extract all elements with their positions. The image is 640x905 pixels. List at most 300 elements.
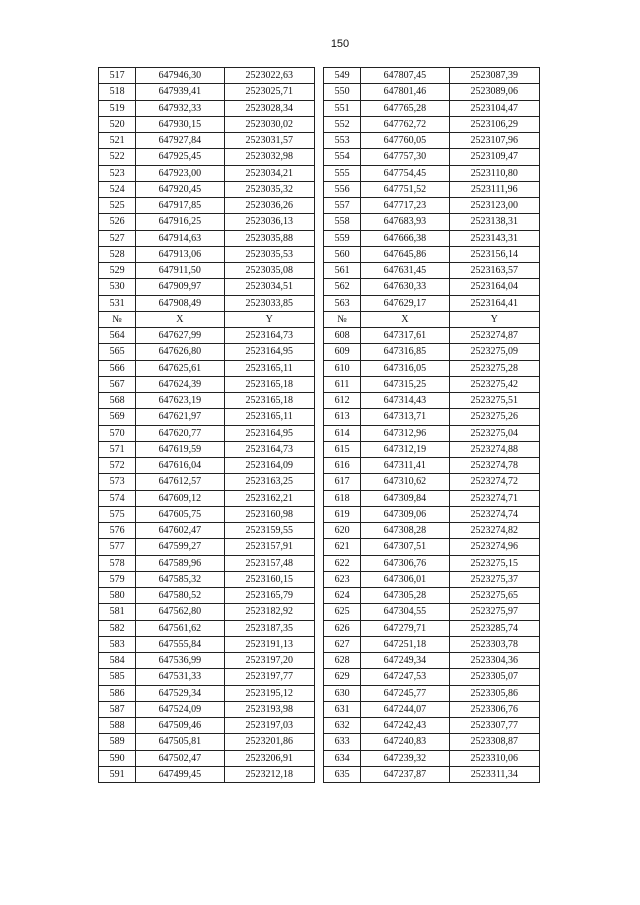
right-point-x: 647801,46	[361, 84, 449, 100]
column-header-number: №	[323, 311, 360, 327]
right-point-number: 612	[323, 393, 360, 409]
table-row	[99, 376, 540, 392]
left-point-x: 647946,30	[136, 68, 224, 84]
right-point-number: 616	[323, 458, 360, 474]
right-point-y: 2523087,39	[449, 68, 539, 84]
column-gap	[314, 198, 323, 214]
right-point-x: 647757,30	[361, 149, 449, 165]
column-gap	[314, 165, 323, 181]
column-gap	[314, 376, 323, 392]
left-point-number: 588	[99, 718, 136, 734]
right-point-x: 647630,33	[361, 279, 449, 295]
right-point-x: 647242,43	[361, 718, 449, 734]
left-point-y: 2523164,95	[224, 344, 314, 360]
column-gap	[314, 555, 323, 571]
right-point-x: 647314,43	[361, 393, 449, 409]
table-row	[99, 441, 540, 457]
left-point-number: 528	[99, 246, 136, 262]
left-point-y: 2523035,53	[224, 246, 314, 262]
right-point-x: 647645,86	[361, 246, 449, 262]
column-header-x: X	[361, 311, 449, 327]
column-gap	[314, 149, 323, 165]
column-gap	[314, 311, 323, 327]
table-row	[99, 539, 540, 555]
left-point-y: 2523164,73	[224, 441, 314, 457]
right-point-number: 554	[323, 149, 360, 165]
right-point-number: 619	[323, 506, 360, 522]
left-point-x: 647580,52	[136, 588, 224, 604]
left-point-number: 582	[99, 620, 136, 636]
table-row	[99, 555, 540, 571]
left-point-x: 647524,09	[136, 701, 224, 717]
right-point-number: 629	[323, 669, 360, 685]
left-point-y: 2523032,98	[224, 149, 314, 165]
column-gap	[314, 490, 323, 506]
right-point-x: 647237,87	[361, 766, 449, 782]
left-point-y: 2523197,20	[224, 653, 314, 669]
column-gap	[314, 116, 323, 132]
left-point-x: 647911,50	[136, 263, 224, 279]
right-point-y: 2523311,34	[449, 766, 539, 782]
right-point-x: 647309,84	[361, 490, 449, 506]
right-point-number: 551	[323, 100, 360, 116]
right-point-x: 647629,17	[361, 295, 449, 311]
left-point-x: 647913,06	[136, 246, 224, 262]
left-point-x: 647939,41	[136, 84, 224, 100]
table-row	[99, 68, 540, 84]
left-point-y: 2523036,26	[224, 198, 314, 214]
right-point-number: 625	[323, 604, 360, 620]
left-point-y: 2523030,02	[224, 116, 314, 132]
right-point-number: 623	[323, 571, 360, 587]
left-point-x: 647619,59	[136, 441, 224, 457]
right-point-x: 647666,38	[361, 230, 449, 246]
column-gap	[314, 588, 323, 604]
right-point-number: 561	[323, 263, 360, 279]
right-point-x: 647308,28	[361, 523, 449, 539]
left-point-number: 566	[99, 360, 136, 376]
right-point-number: 620	[323, 523, 360, 539]
right-point-y: 2523110,80	[449, 165, 539, 181]
left-point-x: 647616,04	[136, 458, 224, 474]
left-point-number: 583	[99, 636, 136, 652]
left-point-y: 2523034,51	[224, 279, 314, 295]
right-point-number: 621	[323, 539, 360, 555]
right-point-y: 2523164,04	[449, 279, 539, 295]
left-point-x: 647509,46	[136, 718, 224, 734]
left-point-number: 587	[99, 701, 136, 717]
table-row	[99, 636, 540, 652]
right-point-y: 2523307,77	[449, 718, 539, 734]
left-point-number: 573	[99, 474, 136, 490]
left-point-y: 2523035,32	[224, 181, 314, 197]
right-point-x: 647310,62	[361, 474, 449, 490]
right-point-y: 2523104,47	[449, 100, 539, 116]
right-point-number: 560	[323, 246, 360, 262]
left-point-number: 570	[99, 425, 136, 441]
column-gap	[314, 214, 323, 230]
right-point-number: 552	[323, 116, 360, 132]
column-gap	[314, 718, 323, 734]
right-point-x: 647313,71	[361, 409, 449, 425]
table-row	[99, 133, 540, 149]
left-point-number: 579	[99, 571, 136, 587]
right-point-y: 2523156,14	[449, 246, 539, 262]
column-gap	[314, 701, 323, 717]
coordinates-top-section	[99, 68, 540, 312]
left-point-y: 2523031,57	[224, 133, 314, 149]
left-point-x: 647499,45	[136, 766, 224, 782]
column-header-x: X	[136, 311, 224, 327]
right-point-y: 2523111,96	[449, 181, 539, 197]
column-gap	[314, 539, 323, 555]
right-point-y: 2523310,06	[449, 750, 539, 766]
right-point-x: 647717,23	[361, 198, 449, 214]
column-gap	[314, 458, 323, 474]
right-point-y: 2523089,06	[449, 84, 539, 100]
table-row	[99, 669, 540, 685]
right-point-number: 559	[323, 230, 360, 246]
column-gap	[314, 620, 323, 636]
left-point-x: 647908,49	[136, 295, 224, 311]
column-gap	[314, 393, 323, 409]
table-row	[99, 490, 540, 506]
column-gap	[314, 636, 323, 652]
left-point-number: 529	[99, 263, 136, 279]
table-row	[99, 230, 540, 246]
left-point-y: 2523187,35	[224, 620, 314, 636]
right-point-x: 647316,85	[361, 344, 449, 360]
column-gap	[314, 100, 323, 116]
column-gap	[314, 360, 323, 376]
left-point-y: 2523160,98	[224, 506, 314, 522]
left-point-number: 574	[99, 490, 136, 506]
right-point-number: 624	[323, 588, 360, 604]
right-point-y: 2523275,42	[449, 376, 539, 392]
column-gap	[314, 230, 323, 246]
left-point-x: 647625,61	[136, 360, 224, 376]
left-point-number: 521	[99, 133, 136, 149]
left-point-number: 569	[99, 409, 136, 425]
left-point-y: 2523162,21	[224, 490, 314, 506]
right-point-y: 2523143,31	[449, 230, 539, 246]
left-point-number: 522	[99, 149, 136, 165]
left-point-number: 518	[99, 84, 136, 100]
column-gap	[314, 246, 323, 262]
right-point-number: 562	[323, 279, 360, 295]
coordinates-table	[98, 67, 540, 783]
left-point-x: 647605,75	[136, 506, 224, 522]
left-point-y: 2523159,55	[224, 523, 314, 539]
column-header-number: №	[99, 311, 136, 327]
table-row	[99, 701, 540, 717]
left-point-number: 530	[99, 279, 136, 295]
right-point-x: 647240,83	[361, 734, 449, 750]
left-point-number: 527	[99, 230, 136, 246]
left-point-number: 568	[99, 393, 136, 409]
right-point-x: 647762,72	[361, 116, 449, 132]
left-point-number: 578	[99, 555, 136, 571]
left-point-y: 2523034,21	[224, 165, 314, 181]
right-point-x: 647312,96	[361, 425, 449, 441]
left-point-y: 2523025,71	[224, 84, 314, 100]
table-row	[99, 588, 540, 604]
right-point-y: 2523274,71	[449, 490, 539, 506]
left-point-x: 647561,62	[136, 620, 224, 636]
column-gap	[314, 474, 323, 490]
left-point-x: 647620,77	[136, 425, 224, 441]
right-point-x: 647312,19	[361, 441, 449, 457]
left-point-number: 580	[99, 588, 136, 604]
table-row	[99, 523, 540, 539]
column-header-y: Y	[449, 311, 539, 327]
right-point-y: 2523303,78	[449, 636, 539, 652]
right-point-number: 635	[323, 766, 360, 782]
table-row	[99, 474, 540, 490]
right-point-number: 627	[323, 636, 360, 652]
right-point-x: 647683,93	[361, 214, 449, 230]
left-point-number: 585	[99, 669, 136, 685]
column-gap	[314, 604, 323, 620]
right-point-number: 622	[323, 555, 360, 571]
right-point-x: 647251,18	[361, 636, 449, 652]
left-point-number: 590	[99, 750, 136, 766]
right-point-y: 2523275,15	[449, 555, 539, 571]
left-point-x: 647585,32	[136, 571, 224, 587]
left-point-x: 647599,27	[136, 539, 224, 555]
column-gap	[314, 766, 323, 782]
right-point-number: 557	[323, 198, 360, 214]
right-point-y: 2523275,97	[449, 604, 539, 620]
left-point-y: 2523212,18	[224, 766, 314, 782]
right-point-y: 2523275,28	[449, 360, 539, 376]
table-row	[99, 360, 540, 376]
right-point-x: 647306,76	[361, 555, 449, 571]
right-point-number: 609	[323, 344, 360, 360]
table-row	[99, 328, 540, 344]
right-point-number: 617	[323, 474, 360, 490]
table-row	[99, 685, 540, 701]
left-point-y: 2523163,25	[224, 474, 314, 490]
table-row	[99, 181, 540, 197]
right-point-x: 647247,53	[361, 669, 449, 685]
right-point-x: 647754,45	[361, 165, 449, 181]
right-point-y: 2523308,87	[449, 734, 539, 750]
right-point-x: 647245,77	[361, 685, 449, 701]
left-point-y: 2523028,34	[224, 100, 314, 116]
right-point-y: 2523274,78	[449, 458, 539, 474]
left-point-y: 2523035,88	[224, 230, 314, 246]
right-point-x: 647249,34	[361, 653, 449, 669]
left-point-x: 647925,45	[136, 149, 224, 165]
table-row	[99, 100, 540, 116]
left-point-number: 571	[99, 441, 136, 457]
table-row	[99, 344, 540, 360]
left-point-x: 647932,33	[136, 100, 224, 116]
left-point-x: 647923,00	[136, 165, 224, 181]
column-gap	[314, 68, 323, 84]
left-point-x: 647589,96	[136, 555, 224, 571]
column-gap	[314, 263, 323, 279]
column-gap	[314, 409, 323, 425]
left-point-x: 647536,99	[136, 653, 224, 669]
left-point-y: 2523164,09	[224, 458, 314, 474]
right-point-number: 615	[323, 441, 360, 457]
right-point-y: 2523274,74	[449, 506, 539, 522]
table-row	[99, 409, 540, 425]
left-point-y: 2523206,91	[224, 750, 314, 766]
left-point-y: 2523165,11	[224, 360, 314, 376]
left-point-x: 647626,80	[136, 344, 224, 360]
left-point-y: 2523033,85	[224, 295, 314, 311]
right-point-number: 613	[323, 409, 360, 425]
right-point-x: 647304,55	[361, 604, 449, 620]
column-gap	[314, 441, 323, 457]
right-point-number: 563	[323, 295, 360, 311]
right-point-number: 634	[323, 750, 360, 766]
left-point-x: 647917,85	[136, 198, 224, 214]
left-point-number: 567	[99, 376, 136, 392]
left-point-y: 2523022,63	[224, 68, 314, 84]
right-point-number: 618	[323, 490, 360, 506]
left-point-x: 647502,47	[136, 750, 224, 766]
right-point-x: 647316,05	[361, 360, 449, 376]
left-point-number: 519	[99, 100, 136, 116]
left-point-y: 2523165,18	[224, 376, 314, 392]
left-point-x: 647505,81	[136, 734, 224, 750]
right-point-x: 647239,32	[361, 750, 449, 766]
table-row	[99, 734, 540, 750]
left-point-number: 520	[99, 116, 136, 132]
left-point-number: 577	[99, 539, 136, 555]
table-row	[99, 458, 540, 474]
left-point-number: 526	[99, 214, 136, 230]
left-point-y: 2523035,08	[224, 263, 314, 279]
right-point-y: 2523275,65	[449, 588, 539, 604]
right-point-number: 631	[323, 701, 360, 717]
column-gap	[314, 506, 323, 522]
right-point-number: 555	[323, 165, 360, 181]
table-row	[99, 718, 540, 734]
left-point-number: 589	[99, 734, 136, 750]
table-row	[99, 750, 540, 766]
right-point-y: 2523274,72	[449, 474, 539, 490]
left-point-number: 581	[99, 604, 136, 620]
table-row	[99, 214, 540, 230]
right-point-number: 630	[323, 685, 360, 701]
left-point-number: 524	[99, 181, 136, 197]
right-point-y: 2523274,82	[449, 523, 539, 539]
column-gap	[314, 84, 323, 100]
column-gap	[314, 669, 323, 685]
column-gap	[314, 344, 323, 360]
right-point-x: 647244,07	[361, 701, 449, 717]
table-row	[99, 620, 540, 636]
right-point-y: 2523275,04	[449, 425, 539, 441]
table-row	[99, 604, 540, 620]
right-point-y: 2523106,29	[449, 116, 539, 132]
left-point-y: 2523191,13	[224, 636, 314, 652]
left-point-x: 647602,47	[136, 523, 224, 539]
left-point-y: 2523197,77	[224, 669, 314, 685]
left-point-x: 647555,84	[136, 636, 224, 652]
right-point-x: 647807,45	[361, 68, 449, 84]
left-point-x: 647529,34	[136, 685, 224, 701]
column-gap	[314, 328, 323, 344]
left-point-y: 2523182,92	[224, 604, 314, 620]
right-point-number: 611	[323, 376, 360, 392]
left-point-y: 2523157,91	[224, 539, 314, 555]
right-point-y: 2523163,57	[449, 263, 539, 279]
table-row	[99, 766, 540, 782]
right-point-x: 647751,52	[361, 181, 449, 197]
table-row	[99, 198, 540, 214]
right-point-number: 556	[323, 181, 360, 197]
table-row	[99, 263, 540, 279]
table-row	[99, 653, 540, 669]
right-point-number: 608	[323, 328, 360, 344]
column-gap	[314, 425, 323, 441]
left-point-number: 523	[99, 165, 136, 181]
left-point-x: 647624,39	[136, 376, 224, 392]
table-row	[99, 246, 540, 262]
left-point-x: 647914,63	[136, 230, 224, 246]
table-row	[99, 279, 540, 295]
left-point-y: 2523160,15	[224, 571, 314, 587]
left-point-y: 2523164,95	[224, 425, 314, 441]
right-point-y: 2523138,31	[449, 214, 539, 230]
right-point-y: 2523275,09	[449, 344, 539, 360]
left-point-x: 647623,19	[136, 393, 224, 409]
left-point-y: 2523197,03	[224, 718, 314, 734]
right-point-number: 614	[323, 425, 360, 441]
left-point-x: 647909,97	[136, 279, 224, 295]
right-point-y: 2523274,88	[449, 441, 539, 457]
column-gap	[314, 685, 323, 701]
column-gap	[314, 295, 323, 311]
right-point-y: 2523304,36	[449, 653, 539, 669]
left-point-y: 2523164,73	[224, 328, 314, 344]
right-point-x: 647311,41	[361, 458, 449, 474]
left-point-number: 564	[99, 328, 136, 344]
right-point-number: 633	[323, 734, 360, 750]
left-point-number: 531	[99, 295, 136, 311]
coordinates-header-section	[99, 311, 540, 327]
column-gap	[314, 653, 323, 669]
column-header-y: Y	[224, 311, 314, 327]
left-point-x: 647920,45	[136, 181, 224, 197]
left-point-x: 647562,80	[136, 604, 224, 620]
table-row	[99, 425, 540, 441]
right-point-number: 549	[323, 68, 360, 84]
left-point-number: 591	[99, 766, 136, 782]
left-point-number: 525	[99, 198, 136, 214]
left-point-number: 575	[99, 506, 136, 522]
table-row	[99, 116, 540, 132]
left-point-number: 584	[99, 653, 136, 669]
right-point-y: 2523123,00	[449, 198, 539, 214]
right-point-x: 647309,06	[361, 506, 449, 522]
column-gap	[314, 734, 323, 750]
right-point-x: 647305,28	[361, 588, 449, 604]
table-row	[99, 165, 540, 181]
left-point-number: 586	[99, 685, 136, 701]
left-point-y: 2523036,13	[224, 214, 314, 230]
column-gap	[314, 571, 323, 587]
column-gap	[314, 750, 323, 766]
right-point-y: 2523306,76	[449, 701, 539, 717]
table-row	[99, 295, 540, 311]
